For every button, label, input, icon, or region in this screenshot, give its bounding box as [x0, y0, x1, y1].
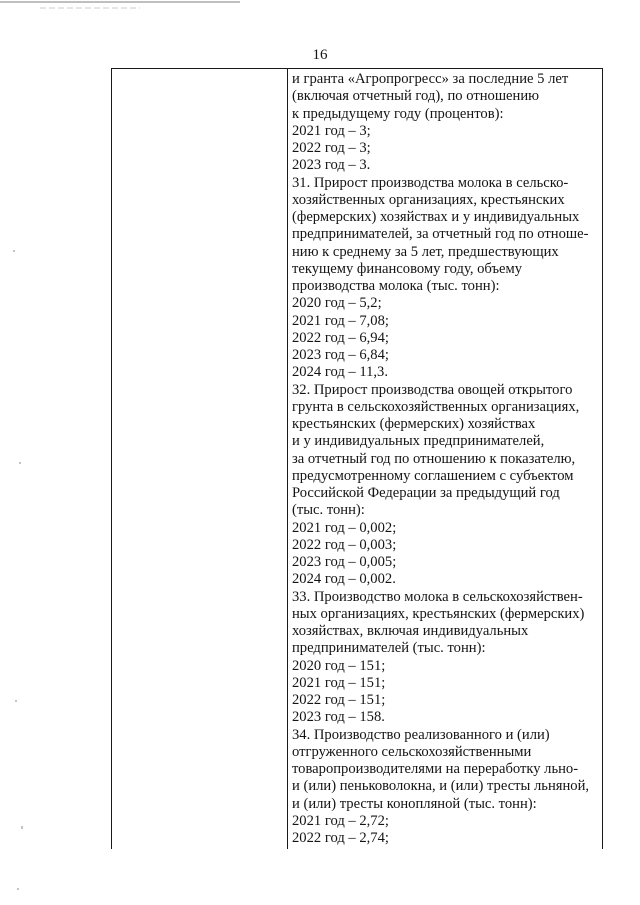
text-line: 2020 год – 151; [292, 657, 386, 674]
text-line: 34. Производство реализованного и (или) [292, 726, 550, 743]
text-line: 32. Прирост производства овощей открытого [292, 381, 573, 398]
text-line: к предыдущему году (процентов): [292, 105, 504, 122]
text-line: и (или) пеньковолокна, и (или) тресты льняной, [292, 778, 590, 795]
text-line: 2024 год – 0,002. [292, 571, 396, 588]
table-left-column [112, 69, 288, 849]
document-table [111, 68, 603, 849]
text-line: 2022 год – 2,74; [292, 830, 389, 846]
text-line: и гранта «Агропрогресс» за последние 5 лет [292, 71, 569, 87]
text-line: предпринимателей, за отчетный год по отноше- [292, 226, 589, 243]
text-line: и (или) тресты конопляной (тыс. тонн): [292, 795, 537, 812]
page-number: 16 [312, 47, 328, 63]
text-line: 2023 год – 6,84; [292, 347, 389, 363]
text-line: Российской Федерации за предыдущий год [292, 485, 560, 501]
text-line: 33. Производство молока в сельскохозяйствен- [292, 588, 583, 605]
text-line: 2023 год – 158. [292, 709, 385, 726]
text-line: товаропроизводителями на переработку льно- [292, 761, 579, 777]
text-line: 2024 год – 11,3. [292, 364, 388, 381]
text-line: (тыс. тонн): [292, 502, 365, 519]
text-line: 2022 год – 3; [292, 140, 371, 156]
text-line: грунта в сельскохозяйственных организациях, [292, 398, 580, 415]
text-line: отгруженного сельскохозяйственными [292, 743, 532, 760]
text-line: за отчетный год по отношению к показателю, [292, 450, 576, 467]
text-line: 2021 год – 151; [292, 674, 386, 691]
text-line: текущему финансовому году, объему [292, 260, 523, 277]
table-right-column [288, 69, 602, 849]
text-line: предусмотренному соглашением с субъектом [292, 467, 574, 484]
text-line: 31. Прирост производства молока в сельско- [292, 174, 569, 191]
text-line: 2022 год – 151; [292, 692, 386, 708]
text-line: 2020 год – 5,2; [292, 295, 382, 312]
text-line: нию к среднему за 5 лет, предшествующих [292, 243, 559, 260]
text-line: и у индивидуальных предпринимателей, [292, 433, 545, 450]
text-line: (фермерских) хозяйствах и у индивидуальных [292, 209, 580, 225]
text-line: 2023 год – 0,005; [292, 554, 397, 570]
text-line: 2022 год – 0,003; [292, 536, 397, 553]
text-line: 2023 год – 3. [292, 157, 371, 174]
text-line: крестьянских (фермерских) хозяйствах [292, 416, 536, 432]
text-line: 2021 год – 3; [292, 122, 371, 139]
text-line: 2021 год – 0,002; [292, 519, 397, 536]
text-line: 2021 год – 2,72; [292, 812, 389, 829]
text-line: хозяйственных организациях, крестьянских [292, 191, 565, 208]
text-line: производства молока (тыс. тонн): [292, 278, 500, 294]
text-line: 2022 год – 6,94; [292, 329, 389, 346]
text-line: ных организациях, крестьянских (фермерских) [292, 605, 585, 622]
text-line: предпринимателей (тыс. тонн): [292, 640, 486, 657]
text-line: хозяйствах, включая индивидуальных [292, 623, 529, 639]
text-line: 2021 год – 7,08; [292, 312, 389, 329]
text-line: (включая отчетный год), по отношению [292, 88, 540, 105]
